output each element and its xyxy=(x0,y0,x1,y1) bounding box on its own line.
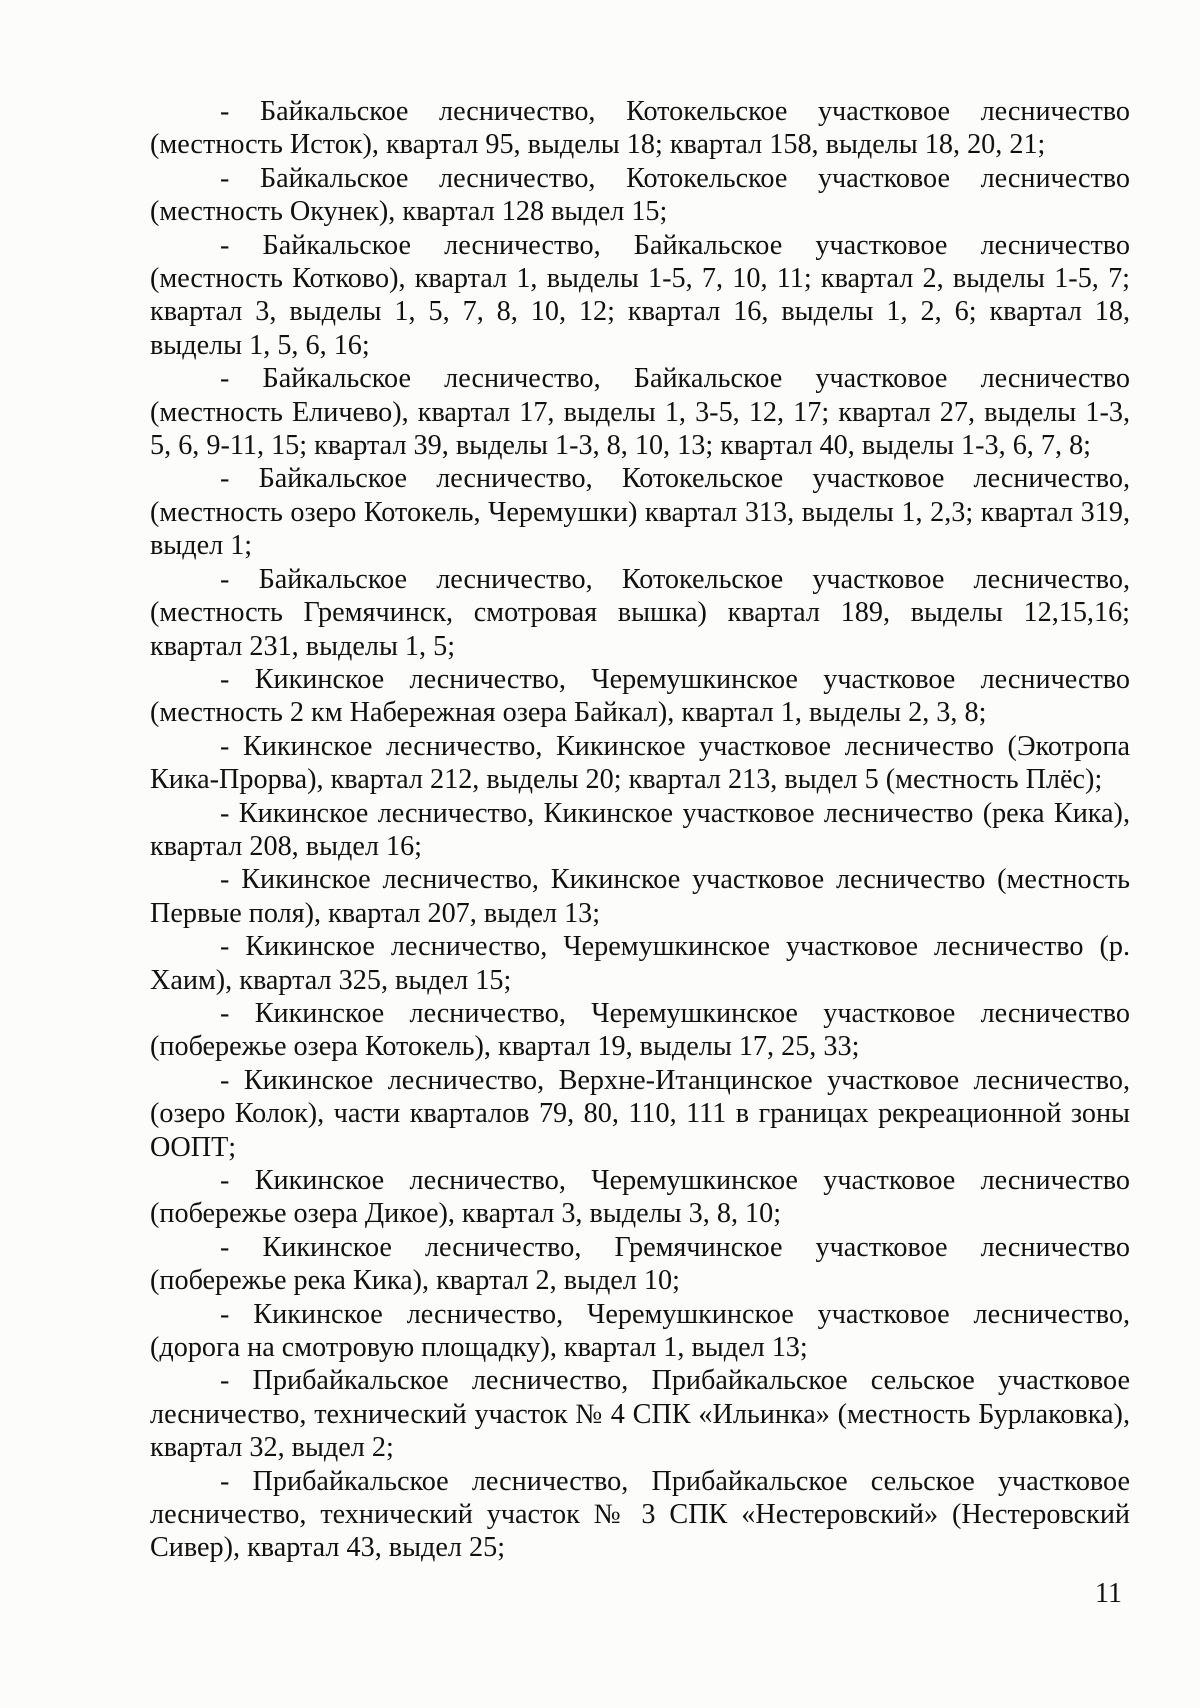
paragraph: - Байкальское лесничество, Котокельское участковое лесничество, (местность Гремячинск, смотровая вышка) квартал 189, выделы 12,15,16; квартал 231, выделы 1, 5; xyxy=(150,563,1130,662)
paragraph: - Кикинское лесничество, Черемушкинское участковое лесничество (р. Хаим), квартал 325, выдел 15; xyxy=(150,931,1130,996)
paragraph: - Байкальское лесничество, Котокельское участковое лесничество, (местность озеро Котокель, Черемушки) квартал 313, выделы 1, 2,3; квартал 319, выдел 1; xyxy=(150,463,1130,562)
paragraph: - Кикинское лесничество, Гремячинское участковое лесничество (побережье река Кика), квартал 2, выдел 10; xyxy=(150,1231,1130,1297)
paragraph: - Байкальское лесничество, Байкальское участковое лесничество (местность Котково), квартал 1, выделы 1-5, 7, 10, 11; квартал 2, выделы 1-5, 7; квартал 3, выделы 1, 5, 7, 8, 10, 12; квартал 16, выделы 1, 2, 6; квартал 18, выделы 1, 5, 6, 16; xyxy=(150,229,1130,361)
paragraph: - Прибайкальское лесничество, Прибайкальское сельское участковое лесничество, технический участок № 4 СПК «Ильинка» (местность Бурлаковка), квартал 32, выдел 2; xyxy=(150,1365,1130,1464)
paragraph: - Байкальское лесничество, Байкальское участковое лесничество (местность Еличево), квартал 17, выделы 1, 3-5, 12, 17; квартал 27, выделы 1-3, 5, 6, 9-11, 15; квартал 39, выделы 1-3, 8, 10, 13; квартал 40, выделы 1-3, 6, 7, 8; xyxy=(150,363,1130,462)
paragraph: - Кикинское лесничество, Кикинское участковое лесничество (река Кика), квартал 208, выдел 16; xyxy=(150,797,1130,862)
paragraph: - Байкальское лесничество, Котокельское участковое лесничество (местность Исток), квартал 95, выделы 18; квартал 158, выделы 18, 20, 21; xyxy=(150,96,1130,161)
paragraph: - Кикинское лесничество, Верхне-Итанцинское участковое лесничество, (озеро Колок), части кварталов 79, 80, 110, 111 в границах рекреационной зоны ООПТ; xyxy=(150,1064,1130,1163)
paragraph: - Кикинское лесничество, Черемушкинское участковое лесничество, (дорога на смотровую площадку), квартал 1, выдел 13; xyxy=(150,1298,1130,1364)
paragraph: - Кикинское лесничество, Кикинское участковое лесничество (Экотропа Кика-Прорва), квартал 212, выделы 20; квартал 213, выдел 5 (местность Плёс); xyxy=(150,730,1130,796)
document-body xyxy=(150,95,1130,1565)
paragraph: - Кикинское лесничество, Кикинское участковое лесничество (местность Первые поля), квартал 207, выдел 13; xyxy=(150,864,1130,929)
paragraph: - Прибайкальское лесничество, Прибайкальское сельское участковое лесничество, технический участок № 3 СПК «Нестеровский» (Нестеровский Сивер), квартал 43, выдел 25; xyxy=(150,1465,1130,1564)
page-number: 11 xyxy=(1095,1578,1122,1609)
paragraph: - Кикинское лесничество, Черемушкинское участковое лесничество (побережье озера Дикое), квартал 3, выделы 3, 8, 10; xyxy=(150,1165,1130,1230)
paragraph: - Кикинское лесничество, Черемушкинское участковое лесничество (местность 2 км Набережная озера Байкал), квартал 1, выделы 2, 3, 8; xyxy=(150,663,1130,729)
paragraph: - Байкальское лесничество, Котокельское участковое лесничество (местность Окунек), квартал 128 выдел 15; xyxy=(150,162,1130,228)
paragraph: - Кикинское лесничество, Черемушкинское участковое лесничество (побережье озера Котокель), квартал 19, выделы 17, 25, 33; xyxy=(150,997,1130,1063)
